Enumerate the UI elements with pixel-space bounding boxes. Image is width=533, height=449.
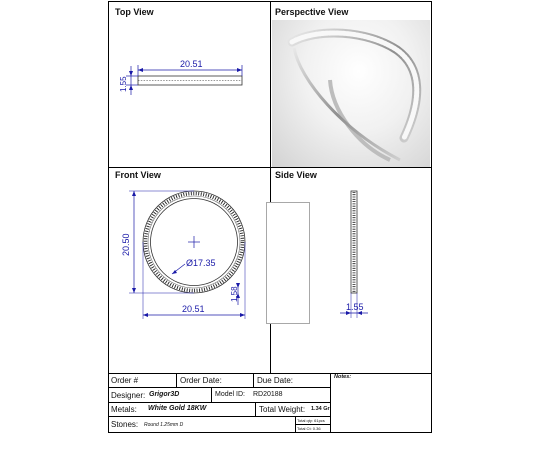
table-col-modelid [211,387,212,402]
table-col-notes [330,373,331,433]
table-col-duedate [253,373,254,387]
designer-label: Designer: [111,391,146,400]
table-row-line-1 [108,387,330,388]
total-ct: Total Ct: 0.36 [297,426,321,431]
total-qty: Total qty: 61pcs [297,418,325,423]
model-id-value: RD20188 [253,391,283,398]
stones-value: Round 1.25mm D [144,422,184,428]
order-number-label: Order # [111,376,139,385]
front-view-drawing [121,191,245,319]
model-id-label: Model ID: [215,391,245,398]
front-width-dimension: 20.51 [182,304,205,314]
top-view-drawing [119,59,242,95]
side-width-dimension: 1.55 [346,302,364,312]
metals-value: White Gold 18KW [148,405,207,412]
stones-label: Stones: [111,420,139,429]
top-width-dimension: 20.51 [180,59,203,69]
order-date-label: Order Date: [180,376,222,385]
table-row-line-3 [108,416,330,417]
table-top-line [108,373,432,374]
table-row-line-2 [108,402,330,403]
side-view-drawing [340,191,368,318]
total-weight-label: Total Weight: [259,405,306,414]
front-diameter-dimension: Ø17.35 [186,258,216,268]
due-date-label: Due Date: [257,376,294,385]
table-col-orderdate [176,373,177,387]
front-view-title: Front View [115,170,161,180]
table-qty-divider [295,424,330,425]
top-view-title: Top View [115,7,154,17]
perspective-view-title: Perspective View [275,7,349,17]
front-height-dimension: 20.50 [121,233,131,256]
total-weight-value: 1.34 Gr [311,406,330,412]
notes-label: Notes: [334,374,352,380]
metals-label: Metals: [111,405,137,414]
front-band-dimension: 1.58 [230,286,239,302]
top-height-dimension: 1.55 [119,76,128,92]
designer-value: Grigor3D [149,391,180,398]
table-col-weight [255,402,256,416]
side-view-title: Side View [275,170,317,180]
